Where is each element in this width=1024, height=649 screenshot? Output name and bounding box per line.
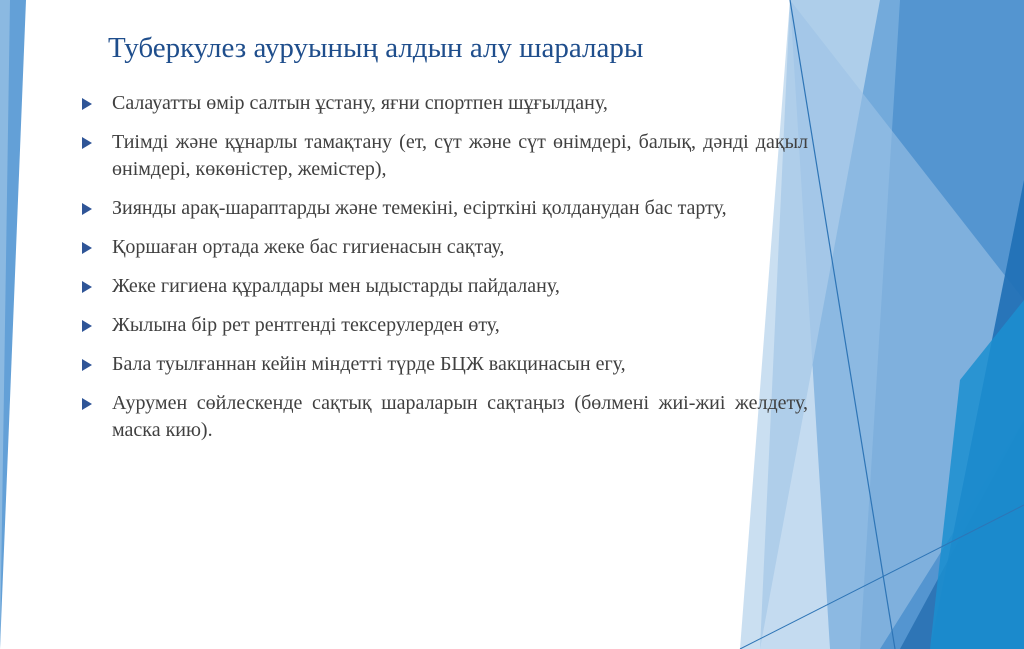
bullet-text: Жылына бір рет рентгенді тексерулерден өту,	[112, 314, 500, 336]
bullet-arrow-icon	[82, 98, 92, 110]
bullet-item	[78, 390, 808, 444]
bullet-item	[78, 312, 808, 339]
slide-title: Туберкулез ауруының алдын алу шаралары	[108, 32, 644, 64]
bullet-item	[78, 351, 808, 378]
bullet-arrow-icon	[82, 320, 92, 332]
bullet-text: Тиімді және құнарлы тамақтану (ет, сүт және сүт өнімдері, балық, дәнді дақыл өнімдері, көкөністер, жемістер),	[112, 131, 808, 180]
bullet-text: Қоршаған ортада жеке бас гигиенасын сақтау,	[112, 236, 505, 258]
bullet-item	[78, 273, 808, 300]
bullet-arrow-icon	[82, 242, 92, 254]
bullet-arrow-icon	[82, 281, 92, 293]
bullet-item	[78, 129, 808, 183]
bullet-arrow-icon	[82, 137, 92, 149]
bullet-list	[78, 90, 808, 456]
bullet-arrow-icon	[82, 359, 92, 371]
bullet-item	[78, 234, 808, 261]
bullet-item	[78, 195, 808, 222]
bullet-text: Зиянды арақ-шараптарды және темекіні, есірткіні қолданудан бас тарту,	[112, 197, 727, 219]
bullet-text: Бала туылғаннан кейін міндетті түрде БЦЖ вакцинасын егу,	[112, 353, 626, 375]
bullet-text: Жеке гигиена құралдары мен ыдыстарды пайдалану,	[112, 275, 560, 297]
bullet-arrow-icon	[82, 398, 92, 410]
bullet-text: Аурумен сөйлескенде сақтық шараларын сақтаңыз (бөлмені жиі-жиі желдету, маска кию).	[112, 392, 808, 441]
bullet-arrow-icon	[82, 203, 92, 215]
bullet-text: Салауатты өмір салтын ұстану, яғни спортпен шұғылдану,	[112, 92, 608, 114]
bullet-item	[78, 90, 808, 117]
